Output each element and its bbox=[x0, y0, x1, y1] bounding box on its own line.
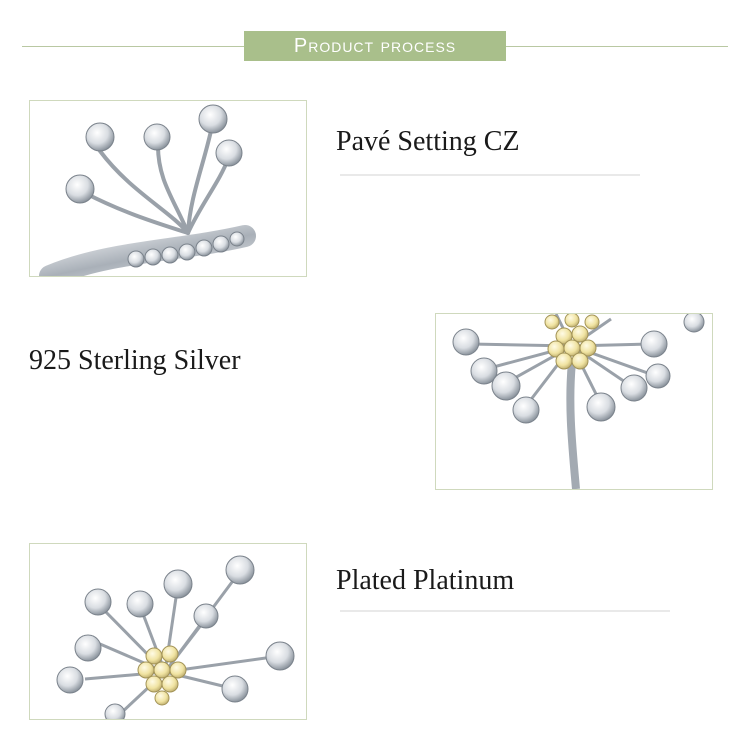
header-rule-left bbox=[22, 46, 244, 47]
product-image-plated-platinum bbox=[29, 543, 307, 720]
section-caption-pave-setting: Pavé Setting CZ bbox=[336, 126, 520, 157]
dandelion-flower-gems-image bbox=[30, 544, 306, 719]
caption-underline-1 bbox=[340, 174, 640, 176]
caption-underline-3 bbox=[340, 610, 670, 612]
header-rule-right bbox=[506, 46, 728, 47]
section-banner: Product process bbox=[244, 31, 506, 61]
section-caption-plated-platinum: Plated Platinum bbox=[336, 565, 515, 596]
section-caption-sterling-silver: 925 Sterling Silver bbox=[29, 345, 241, 376]
product-image-sterling-silver bbox=[435, 313, 713, 490]
product-image-pave-setting bbox=[29, 100, 307, 277]
dandelion-flower-silver-image bbox=[436, 314, 712, 489]
pave-setting-closeup-image bbox=[30, 101, 306, 276]
